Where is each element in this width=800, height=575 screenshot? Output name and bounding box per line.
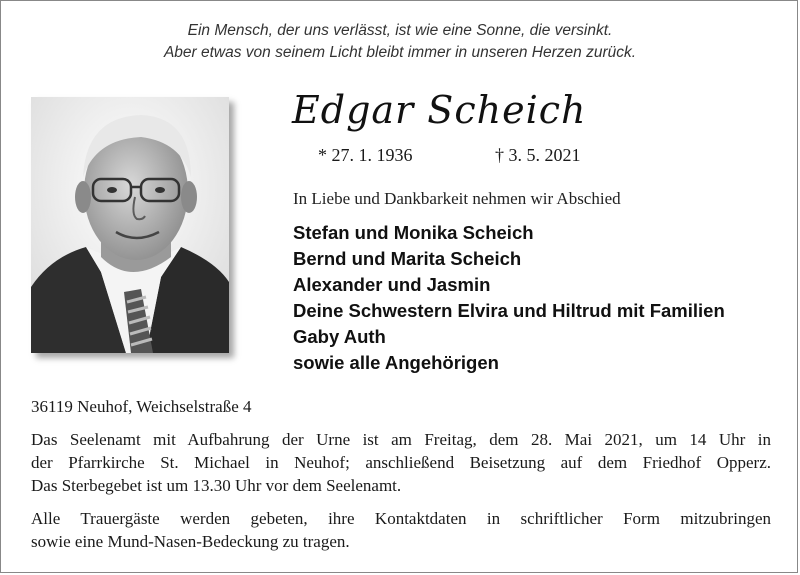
mourner-line: Stefan und Monika Scheich	[293, 222, 534, 243]
mourners-list	[293, 220, 725, 376]
quote-line-2: Aber etwas von seinem Licht bleibt immer in unseren Herzen zurück.	[163, 44, 637, 61]
notice-line-2: sowie eine Mund-Nasen-Bedeckung zu tragen.	[31, 532, 350, 551]
mourner-line: Deine Schwestern Elvira und Hiltrud mit Familien	[293, 300, 725, 321]
quote-line-1: Ein Mensch, der uns verlässt, ist wie eine Sonne, die versinkt.	[187, 22, 613, 39]
service-line-3: Das Sterbegebet ist um 13.30 Uhr vor dem Seelenamt.	[31, 476, 402, 495]
mourner-line: Bernd und Marita Scheich	[293, 248, 522, 269]
mourner-line: Gaby Auth	[293, 326, 386, 347]
deceased-name: Edgar Scheich	[292, 88, 587, 132]
notice-paragraph	[31, 507, 771, 553]
service-line-1: Das Seelenamt mit Aufbahrung der Urne ist am Freitag, dem 28. Mai 2021, um 14 Uhr in	[31, 430, 771, 449]
portrait-photo	[31, 97, 229, 353]
address: 36119 Neuhof, Weichselstraße 4	[31, 397, 252, 416]
birth-date: * 27. 1. 1936	[318, 145, 413, 165]
service-paragraph	[31, 428, 771, 497]
death-date: † 3. 5. 2021	[495, 145, 581, 165]
memorial-quote	[0, 20, 800, 64]
mourner-line: Alexander und Jasmin	[293, 274, 491, 295]
farewell-intro: In Liebe und Dankbarkeit nehmen wir Abschied	[293, 189, 621, 208]
service-line-2: der Pfarrkirche St. Michael in Neuhof; anschließend Beisetzung auf dem Friedhof Opperz.	[31, 453, 771, 472]
notice-line-1: Alle Trauergäste werden gebeten, ihre Kontaktdaten in schriftlicher Form mitzubringen	[31, 509, 771, 528]
mourner-line: sowie alle Angehörigen	[293, 352, 499, 373]
